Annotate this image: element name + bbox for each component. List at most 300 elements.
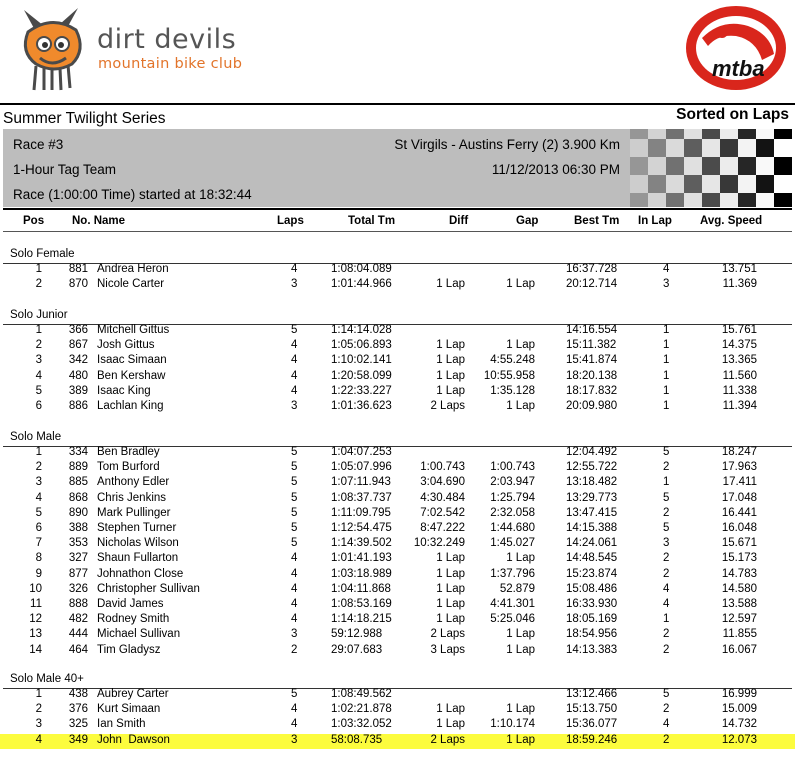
cell-gap: 1:35.128	[490, 384, 535, 397]
result-row	[0, 644, 795, 659]
cell-diff: 4:30.484	[420, 491, 465, 504]
col-total-time: Total Tm	[348, 215, 396, 227]
cell-laps: 4	[291, 718, 298, 731]
cell-best: 20:12.714	[566, 278, 618, 291]
cell-pos: 6	[35, 522, 42, 534]
cell-laps: 4	[291, 354, 298, 367]
result-row	[0, 507, 795, 522]
cell-pos: 1	[35, 324, 42, 336]
cell-no: 885	[68, 476, 88, 489]
cell-laps: 3	[291, 400, 298, 412]
cell-total: 29:07.683	[331, 643, 383, 656]
cell-avg: 17.048	[721, 491, 757, 504]
cell-gap: 1:44.680	[490, 522, 535, 534]
result-row	[0, 263, 795, 278]
cell-name: Rodney Smith	[97, 613, 170, 626]
cell-pos: 5	[35, 506, 42, 519]
cell-pos: 2	[35, 703, 42, 716]
cell-no: 867	[68, 339, 88, 352]
cell-no: 353	[68, 537, 88, 550]
cell-pos: 4	[35, 733, 42, 746]
cell-best: 18:59.246	[566, 733, 618, 746]
cell-inlap: 2	[663, 733, 670, 746]
group-title: Solo Female	[10, 248, 75, 260]
table-header-underline	[3, 231, 792, 232]
cell-gap: 52.879	[499, 582, 535, 595]
result-row	[0, 688, 795, 703]
cell-name: Chris Jenkins	[97, 491, 167, 504]
cell-diff: 2 Laps	[430, 400, 465, 412]
cell-gap: 4:55.248	[490, 354, 535, 367]
cell-name: David James	[97, 598, 164, 610]
cell-inlap: 1	[663, 400, 670, 412]
cell-name: Ben Bradley	[97, 446, 160, 458]
cell-inlap: 1	[663, 324, 670, 336]
cell-total: 1:08:04.089	[331, 263, 392, 275]
cell-inlap: 5	[663, 522, 670, 534]
cell-total: 1:03:18.989	[331, 567, 392, 580]
cell-inlap: 1	[663, 384, 670, 397]
cell-diff: 1 Lap	[436, 354, 465, 367]
cell-inlap: 2	[663, 703, 670, 716]
cell-total: 1:01:44.966	[331, 278, 392, 291]
cell-gap: 1 Lap	[506, 400, 535, 412]
cell-best: 14:24.061	[566, 537, 618, 550]
cell-inlap: 3	[663, 537, 670, 550]
cell-best: 14:15.388	[566, 522, 618, 534]
result-row	[0, 628, 795, 643]
cell-total: 1:08:53.169	[331, 598, 392, 610]
cell-total: 1:04:11.868	[331, 582, 391, 595]
cell-name: Isaac King	[97, 384, 151, 397]
col-no-name: No. Name	[72, 215, 126, 227]
cell-best: 15:41.874	[566, 354, 618, 367]
cell-diff: 1:00.743	[420, 461, 465, 474]
cell-name: Shaun Fullarton	[97, 552, 179, 565]
cell-total: 1:14:39.502	[331, 537, 392, 550]
cell-diff: 7:02.542	[420, 506, 465, 519]
cell-inlap: 1	[663, 339, 670, 352]
cell-total: 1:20:58.099	[331, 369, 392, 382]
cell-pos: 13	[29, 628, 42, 641]
cell-best: 14:48.545	[566, 552, 618, 565]
cell-avg: 11.338	[722, 384, 757, 397]
cell-laps: 4	[291, 567, 298, 580]
cell-no: 342	[68, 354, 88, 367]
cell-no: 388	[68, 522, 88, 534]
cell-no: 349	[68, 733, 88, 746]
cell-best: 18:20.138	[566, 369, 618, 382]
cell-laps: 4	[291, 613, 298, 626]
club-name: dirt devils	[97, 24, 237, 55]
cell-no: 480	[68, 369, 88, 382]
cell-diff: 1 Lap	[436, 369, 465, 382]
cell-diff: 1 Lap	[436, 552, 465, 565]
cell-best: 14:16.554	[566, 324, 618, 336]
cell-avg: 15.671	[721, 537, 757, 550]
cell-laps: 5	[291, 491, 298, 504]
cell-total: 59:12.988	[331, 628, 383, 641]
cell-total: 1:05:07.996	[331, 461, 392, 474]
cell-diff: 1 Lap	[436, 582, 465, 595]
cell-diff: 1 Lap	[436, 703, 465, 716]
cell-best: 18:05.169	[566, 613, 618, 626]
cell-laps: 4	[291, 384, 298, 397]
cell-inlap: 5	[663, 491, 670, 504]
cell-best: 13:18.482	[566, 476, 618, 489]
cell-total: 1:12:54.475	[331, 522, 392, 534]
cell-inlap: 1	[663, 369, 670, 382]
result-row	[0, 324, 795, 339]
cell-avg: 11.560	[722, 369, 757, 382]
cell-diff: 1 Lap	[436, 278, 465, 291]
result-row	[0, 446, 795, 461]
cell-best: 15:13.750	[566, 703, 618, 716]
cell-name: Mitchell Gittus	[97, 324, 170, 336]
cell-avg: 12.597	[721, 613, 757, 626]
result-row	[0, 385, 795, 400]
cell-laps: 3	[291, 733, 298, 746]
cell-inlap: 4	[663, 263, 670, 275]
cell-gap: 1 Lap	[506, 643, 535, 656]
cell-best: 12:55.722	[566, 461, 618, 474]
cell-best: 12:04.492	[566, 446, 618, 458]
cell-name: Nicole Carter	[97, 278, 165, 291]
cell-total: 1:10:02.141	[331, 354, 392, 367]
cell-no: 327	[68, 552, 88, 565]
cell-laps: 3	[291, 628, 298, 641]
series-title: Summer Twilight Series	[3, 110, 166, 127]
cell-laps: 5	[291, 446, 298, 458]
cell-avg: 14.732	[721, 718, 757, 731]
result-row	[0, 492, 795, 507]
cell-pos: 4	[35, 369, 42, 382]
cell-laps: 4	[291, 598, 298, 610]
cell-avg: 15.173	[721, 552, 757, 565]
cell-total: 1:01:41.193	[331, 552, 392, 565]
cell-gap: 1 Lap	[506, 339, 535, 352]
cell-inlap: 4	[663, 598, 670, 610]
cell-no: 877	[68, 567, 88, 580]
cell-pos: 2	[35, 339, 42, 352]
devil-mascot-logo	[14, 6, 92, 92]
result-row	[0, 476, 795, 491]
result-row	[0, 568, 795, 583]
cell-name: Mark Pullinger	[97, 506, 171, 519]
cell-gap: 10:55.958	[483, 369, 535, 382]
result-row	[0, 613, 795, 628]
cell-total: 1:08:49.562	[331, 688, 392, 700]
cell-gap: 1 Lap	[506, 552, 535, 565]
cell-inlap: 2	[663, 552, 670, 565]
cell-total: 1:08:37.737	[331, 491, 392, 504]
cell-pos: 1	[35, 446, 42, 458]
cell-avg: 17.411	[722, 476, 757, 489]
cell-no: 325	[68, 718, 88, 731]
cell-laps: 5	[291, 461, 298, 474]
col-gap: Gap	[516, 215, 539, 227]
cell-diff: 2 Laps	[430, 628, 465, 641]
cell-avg: 15.761	[721, 324, 757, 336]
cell-name: Michael Sullivan	[97, 628, 181, 641]
cell-diff: 2 Laps	[430, 733, 465, 746]
cell-name: Aubrey Carter	[97, 688, 169, 700]
cell-pos: 8	[35, 552, 42, 565]
table-header-rule	[3, 208, 792, 210]
result-row	[0, 583, 795, 598]
cell-total: 1:14:18.215	[331, 613, 392, 626]
cell-name: Kurt Simaan	[97, 703, 161, 716]
cell-total: 1:07:11.943	[331, 476, 391, 489]
cell-avg: 16.067	[721, 643, 757, 656]
cell-laps: 4	[291, 582, 298, 595]
group-title: Solo Junior	[10, 309, 68, 321]
highlighted-result-row	[0, 734, 795, 749]
cell-gap: 1:37.796	[490, 567, 535, 580]
cell-pos: 6	[35, 400, 42, 412]
cell-best: 14:13.383	[566, 643, 618, 656]
cell-pos: 3	[35, 354, 42, 367]
sort-label: Sorted on Laps	[676, 106, 789, 123]
cell-pos: 1	[35, 688, 42, 700]
cell-pos: 4	[35, 491, 42, 504]
cell-name: Isaac Simaan	[97, 354, 167, 367]
cell-inlap: 4	[663, 582, 670, 595]
cell-avg: 14.783	[721, 567, 757, 580]
cell-name: Tim Gladysz	[97, 643, 161, 656]
cell-pos: 5	[35, 384, 42, 397]
cell-no: 366	[68, 324, 88, 336]
cell-name: Ben Kershaw	[97, 369, 166, 382]
cell-laps: 5	[291, 476, 298, 489]
cell-no: 444	[68, 628, 88, 641]
cell-avg: 16.441	[721, 506, 757, 519]
group-title: Solo Male	[10, 431, 62, 443]
cell-diff: 1 Lap	[436, 384, 465, 397]
cell-pos: 11	[30, 598, 42, 610]
cell-no: 890	[68, 506, 88, 519]
cell-gap: 1:45.027	[490, 537, 535, 550]
cell-pos: 2	[35, 461, 42, 474]
group-title: Solo Male 40+	[10, 673, 84, 685]
cell-name: Ian Smith	[97, 718, 146, 731]
cell-pos: 2	[35, 278, 42, 291]
cell-name: Christopher Sullivan	[97, 582, 200, 595]
cell-diff: 1 Lap	[436, 598, 465, 610]
cell-laps: 4	[291, 703, 298, 716]
col-pos: Pos	[23, 215, 45, 227]
cell-no: 464	[68, 643, 88, 656]
cell-no: 886	[68, 400, 88, 412]
result-row	[0, 703, 795, 718]
cell-diff: 1 Lap	[436, 613, 465, 626]
cell-inlap: 2	[663, 461, 670, 474]
cell-diff: 1 Lap	[436, 339, 465, 352]
cell-no: 881	[68, 263, 88, 275]
race-location: St Virgils - Austins Ferry (2) 3.900 Km	[394, 137, 620, 152]
cell-best: 15:08.486	[566, 582, 618, 595]
cell-best: 16:33.930	[566, 598, 618, 610]
cell-inlap: 5	[663, 446, 670, 458]
race-banner	[3, 129, 792, 207]
result-row	[0, 339, 795, 354]
result-row	[0, 370, 795, 385]
cell-pos: 9	[35, 567, 42, 580]
cell-pos: 1	[35, 263, 42, 275]
cell-avg: 16.048	[721, 522, 757, 534]
cell-best: 16:37.728	[566, 263, 618, 275]
cell-total: 1:11:09.795	[331, 506, 391, 519]
cell-name: Josh Gittus	[97, 339, 155, 352]
cell-pos: 7	[35, 537, 42, 550]
cell-best: 18:17.832	[566, 384, 618, 397]
cell-laps: 2	[291, 643, 298, 656]
cell-no: 326	[68, 582, 88, 595]
cell-total: 1:14:14.028	[331, 324, 392, 336]
cell-total: 1:04:07.253	[331, 446, 392, 458]
col-avg-speed: Avg. Speed	[700, 215, 763, 227]
mtba-logo	[678, 4, 790, 96]
cell-laps: 5	[291, 506, 298, 519]
cell-inlap: 1	[663, 354, 670, 367]
cell-gap: 4:41.301	[490, 598, 535, 610]
cell-inlap: 2	[663, 628, 670, 641]
cell-inlap: 3	[663, 278, 670, 291]
cell-laps: 4	[291, 339, 298, 352]
result-row	[0, 598, 795, 613]
club-subtitle: mountain bike club	[98, 56, 243, 72]
cell-avg: 14.375	[721, 339, 757, 352]
cell-laps: 4	[291, 263, 298, 275]
cell-avg: 12.073	[721, 733, 757, 746]
cell-avg: 13.588	[721, 598, 757, 610]
cell-gap: 5:25.046	[490, 613, 535, 626]
cell-gap: 1 Lap	[506, 733, 535, 746]
cell-gap: 1 Lap	[506, 278, 535, 291]
cell-total: 1:03:32.052	[331, 718, 392, 731]
cell-gap: 1 Lap	[506, 703, 535, 716]
cell-name: Andrea Heron	[97, 263, 169, 275]
cell-diff: 3:04.690	[420, 476, 465, 489]
cell-name: John Dawson	[97, 733, 170, 746]
cell-avg: 11.369	[722, 278, 757, 291]
cell-diff: 1 Lap	[436, 718, 465, 731]
cell-best: 15:23.874	[566, 567, 618, 580]
cell-name: Stephen Turner	[97, 522, 177, 534]
cell-avg: 11.855	[722, 628, 757, 641]
cell-best: 20:09.980	[566, 400, 618, 412]
cell-gap: 2:32.058	[490, 506, 535, 519]
race-start-info: Race (1:00:00 Time) started at 18:32:44	[13, 187, 252, 202]
cell-laps: 5	[291, 688, 298, 700]
cell-gap: 1 Lap	[506, 628, 535, 641]
cell-no: 888	[68, 598, 88, 610]
result-row	[0, 718, 795, 733]
result-row	[0, 354, 795, 369]
cell-laps: 3	[291, 278, 298, 291]
cell-gap: 1:00.743	[490, 461, 535, 474]
cell-avg: 13.751	[721, 263, 757, 275]
cell-avg: 13.365	[721, 354, 757, 367]
cell-no: 438	[68, 688, 88, 700]
cell-total: 1:02:21.878	[331, 703, 392, 716]
cell-inlap: 1	[663, 613, 670, 626]
cell-no: 389	[68, 384, 88, 397]
col-in-lap: In Lap	[638, 215, 672, 227]
header-rule	[0, 103, 795, 105]
cell-avg: 17.963	[721, 461, 757, 474]
cell-laps: 4	[291, 552, 298, 565]
cell-laps: 4	[291, 369, 298, 382]
cell-diff: 10:32.249	[413, 537, 465, 550]
cell-avg: 11.394	[722, 400, 757, 412]
cell-no: 889	[68, 461, 88, 474]
result-row	[0, 537, 795, 552]
cell-pos: 3	[35, 476, 42, 489]
cell-best: 13:12.466	[566, 688, 618, 700]
cell-avg: 18.247	[721, 446, 757, 458]
checkered-flag-graphic	[630, 129, 792, 207]
cell-no: 482	[68, 613, 88, 626]
cell-inlap: 2	[663, 643, 670, 656]
race-number: Race #3	[13, 137, 64, 152]
cell-total: 58:08.735	[331, 733, 383, 746]
cell-inlap: 2	[663, 506, 670, 519]
cell-pos: 12	[29, 613, 42, 626]
result-row	[0, 278, 795, 293]
cell-inlap: 5	[663, 688, 670, 700]
cell-avg: 16.999	[721, 688, 757, 700]
cell-no: 334	[68, 446, 88, 458]
cell-name: Nicholas Wilson	[97, 537, 179, 550]
cell-best: 15:11.382	[566, 339, 617, 352]
cell-inlap: 4	[663, 718, 670, 731]
cell-avg: 14.580	[721, 582, 757, 595]
cell-laps: 5	[291, 522, 298, 534]
cell-best: 15:36.077	[566, 718, 618, 731]
cell-laps: 5	[291, 324, 298, 336]
cell-diff: 8:47.222	[420, 522, 465, 534]
cell-name: Johnathon Close	[97, 567, 184, 580]
cell-name: Lachlan King	[97, 400, 164, 412]
cell-inlap: 1	[663, 476, 670, 489]
cell-avg: 15.009	[721, 703, 757, 716]
cell-name: Anthony Edler	[97, 476, 170, 489]
result-row	[0, 461, 795, 476]
cell-total: 1:05:06.893	[331, 339, 392, 352]
cell-no: 870	[68, 278, 88, 291]
cell-diff: 3 Laps	[430, 643, 465, 656]
col-best-time: Best Tm	[574, 215, 620, 227]
cell-inlap: 2	[663, 567, 670, 580]
cell-laps: 5	[291, 537, 298, 550]
cell-best: 13:47.415	[566, 506, 618, 519]
col-diff: Diff	[449, 215, 469, 227]
race-category: 1-Hour Tag Team	[13, 162, 117, 177]
cell-total: 1:01:36.623	[331, 400, 392, 412]
cell-name: Tom Burford	[97, 461, 160, 474]
result-row	[0, 400, 795, 415]
cell-pos: 3	[35, 718, 42, 731]
cell-gap: 1:25.794	[490, 491, 535, 504]
cell-pos: 10	[29, 582, 42, 595]
cell-no: 376	[68, 703, 88, 716]
cell-best: 18:54.956	[566, 628, 618, 641]
result-row	[0, 552, 795, 567]
cell-diff: 1 Lap	[436, 567, 465, 580]
race-datetime: 11/12/2013 06:30 PM	[491, 162, 620, 177]
cell-gap: 2:03.947	[490, 476, 535, 489]
